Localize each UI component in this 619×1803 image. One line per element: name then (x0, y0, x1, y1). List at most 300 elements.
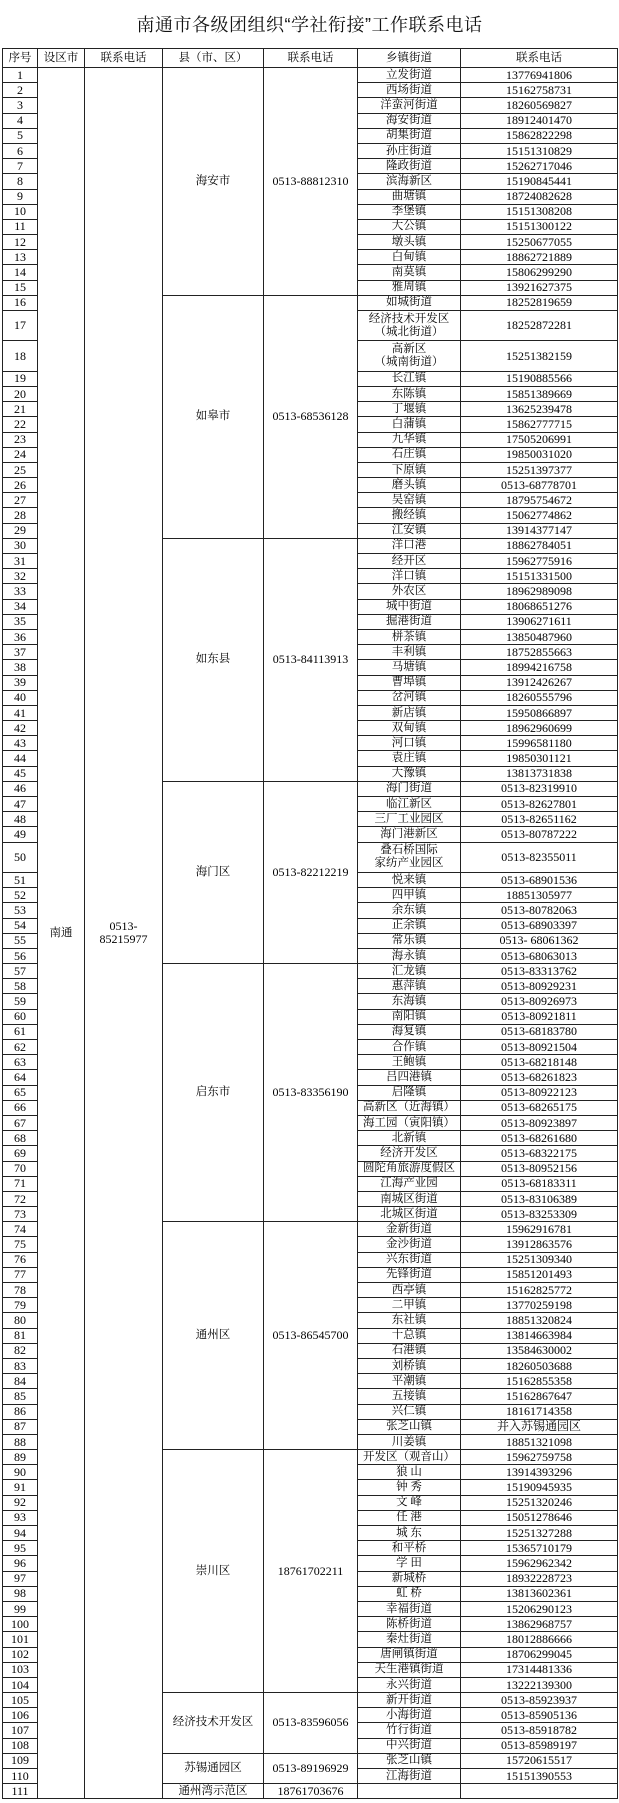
township-name-cell: 三厂工业园区 (358, 812, 461, 827)
township-name-cell: 任 港 (358, 1511, 461, 1526)
township-phone-cell: 0513-80922123 (461, 1086, 618, 1101)
township-phone-cell: 0513-68063013 (461, 949, 618, 964)
row-number-cell: 57 (3, 964, 38, 979)
row-number-cell: 108 (3, 1739, 38, 1754)
row-number-cell: 14 (3, 265, 38, 280)
township-name-cell: 大豫镇 (358, 767, 461, 782)
row-number-cell: 82 (3, 1344, 38, 1359)
row-number-cell: 33 (3, 584, 38, 599)
township-phone-cell: 0513-85923937 (461, 1693, 618, 1708)
township-phone-cell: 0513- 68061362 (461, 934, 618, 949)
row-number-cell: 8 (3, 174, 38, 189)
township-phone-cell: 18862784051 (461, 539, 618, 554)
row-number-cell: 64 (3, 1070, 38, 1085)
township-phone-cell: 18851321098 (461, 1435, 618, 1450)
row-number-cell: 40 (3, 691, 38, 706)
row-number-cell: 27 (3, 493, 38, 508)
township-name-cell: 海永镇 (358, 949, 461, 964)
township-phone-cell: 19850031020 (461, 448, 618, 463)
township-name-cell: 叠石桥国际 家纺产业园区 (358, 843, 461, 873)
row-number-cell: 61 (3, 1025, 38, 1040)
row-number-cell: 98 (3, 1587, 38, 1602)
row-number-cell: 68 (3, 1131, 38, 1146)
township-name-cell: 兴东街道 (358, 1253, 461, 1268)
township-name-cell: 南阳镇 (358, 1010, 461, 1025)
township-phone-cell: 13222139300 (461, 1678, 618, 1693)
township-phone-cell: 15190945935 (461, 1480, 618, 1495)
township-name-cell: 钟 秀 (358, 1480, 461, 1495)
township-phone-cell: 0513-80921504 (461, 1040, 618, 1055)
row-number-cell: 65 (3, 1086, 38, 1101)
row-number-cell: 91 (3, 1480, 38, 1495)
row-number-cell: 62 (3, 1040, 38, 1055)
row-number-cell: 21 (3, 402, 38, 417)
township-phone-cell: 15862777715 (461, 417, 618, 432)
row-number-cell: 109 (3, 1754, 38, 1769)
county-name-cell: 如东县 (163, 539, 264, 782)
township-phone-cell: 0513-68261680 (461, 1131, 618, 1146)
page-title: 南通市各级团组织“学社衔接”工作联系电话 (136, 15, 483, 35)
township-name-cell: 洋蛮河街道 (358, 98, 461, 113)
row-number-cell: 101 (3, 1632, 38, 1647)
township-phone-cell: 15962759758 (461, 1450, 618, 1465)
township-phone-cell: 13906271611 (461, 615, 618, 630)
row-number-cell: 24 (3, 448, 38, 463)
township-phone-cell: 15962775916 (461, 554, 618, 569)
township-name-cell: 孙庄街道 (358, 144, 461, 159)
row-number-cell: 84 (3, 1374, 38, 1389)
row-number-cell: 88 (3, 1435, 38, 1450)
township-name-cell: 天生港镇街道 (358, 1663, 461, 1678)
township-name-cell: 惠萍镇 (358, 979, 461, 994)
row-number-cell: 97 (3, 1572, 38, 1587)
township-phone-cell: 15206290123 (461, 1602, 618, 1617)
row-number-cell: 4 (3, 114, 38, 129)
township-phone-cell: 15051278646 (461, 1511, 618, 1526)
township-name-cell: 临江新区 (358, 797, 461, 812)
row-number-cell: 17 (3, 311, 38, 341)
township-phone-cell: 15950866897 (461, 706, 618, 721)
row-number-cell: 38 (3, 660, 38, 675)
township-phone-cell: 18994216758 (461, 660, 618, 675)
township-name-cell: 学 田 (358, 1556, 461, 1571)
township-name-cell: 长江镇 (358, 372, 461, 387)
township-phone-cell: 15365710179 (461, 1541, 618, 1556)
township-phone-cell: 0513-80929231 (461, 979, 618, 994)
township-phone-cell: 0513-80923897 (461, 1116, 618, 1131)
row-number-cell: 69 (3, 1146, 38, 1161)
township-name-cell: 河口镇 (358, 736, 461, 751)
township-name-cell: 先锋街道 (358, 1268, 461, 1283)
township-phone-cell: 15151310829 (461, 144, 618, 159)
township-name-cell: 秦灶街道 (358, 1632, 461, 1647)
row-number-cell: 96 (3, 1556, 38, 1571)
row-number-cell: 32 (3, 569, 38, 584)
row-number-cell: 18 (3, 341, 38, 371)
row-number-cell: 2 (3, 83, 38, 98)
township-name-cell: 李堡镇 (358, 205, 461, 220)
row-number-cell: 16 (3, 296, 38, 311)
township-phone-cell: 13770259198 (461, 1298, 618, 1313)
township-phone-cell: 15262717046 (461, 159, 618, 174)
township-name-cell: 五接镇 (358, 1389, 461, 1404)
row-number-cell: 103 (3, 1663, 38, 1678)
township-name-cell: 海工园（寅阳镇） (358, 1116, 461, 1131)
township-name-cell: 胡集街道 (358, 129, 461, 144)
township-name-cell: 王鲍镇 (358, 1055, 461, 1070)
county-name-cell: 苏锡通园区 (163, 1754, 264, 1784)
county-phone-cell: 18761703676 (264, 1784, 358, 1799)
township-name-cell: 启隆镇 (358, 1086, 461, 1101)
township-name-cell: 北城区街道 (358, 1207, 461, 1222)
township-name-cell: 北新镇 (358, 1131, 461, 1146)
row-number-cell: 111 (3, 1784, 38, 1799)
row-number-cell: 20 (3, 387, 38, 402)
township-phone-cell: 18260503688 (461, 1359, 618, 1374)
township-phone-cell: 15251309340 (461, 1253, 618, 1268)
township-phone-cell: 15151300122 (461, 220, 618, 235)
row-number-cell: 47 (3, 797, 38, 812)
township-name-cell: 圆陀角旅游度假区 (358, 1162, 461, 1177)
township-phone-cell: 0513-82627801 (461, 797, 618, 812)
row-number-cell: 23 (3, 433, 38, 448)
township-phone-cell: 18851320824 (461, 1313, 618, 1328)
row-number-cell: 55 (3, 934, 38, 949)
township-phone-cell: 13625239478 (461, 402, 618, 417)
row-number-cell: 80 (3, 1313, 38, 1328)
township-name-cell: 九华镇 (358, 433, 461, 448)
row-number-cell: 102 (3, 1648, 38, 1663)
township-name-cell (358, 1784, 461, 1799)
township-name-cell: 石港镇 (358, 1344, 461, 1359)
township-phone-cell: 15851389669 (461, 387, 618, 402)
township-name-cell: 东陈镇 (358, 387, 461, 402)
township-name-cell: 高新区 （城南街道） (358, 341, 461, 371)
row-number-cell: 11 (3, 220, 38, 235)
township-name-cell: 经开区 (358, 554, 461, 569)
header-cell: 联系电话 (264, 49, 358, 68)
county-phone-cell: 0513-84113913 (264, 539, 358, 782)
township-name-cell: 海复镇 (358, 1025, 461, 1040)
header-cell: 乡镇街道 (358, 49, 461, 68)
township-phone-cell: 13921627375 (461, 281, 618, 296)
township-phone-cell: 0513-68903397 (461, 919, 618, 934)
township-name-cell: 石庄镇 (358, 448, 461, 463)
township-name-cell: 兴仁镇 (358, 1405, 461, 1420)
township-phone-cell: 0513-68218148 (461, 1055, 618, 1070)
township-phone-cell: 0513-83313762 (461, 964, 618, 979)
township-phone-cell: 17505206991 (461, 433, 618, 448)
row-number-cell: 107 (3, 1723, 38, 1738)
township-phone-cell: 0513-85989197 (461, 1739, 618, 1754)
township-name-cell: 海门港新区 (358, 827, 461, 842)
township-phone-cell: 18862721889 (461, 250, 618, 265)
row-number-cell: 6 (3, 144, 38, 159)
township-name-cell: 平潮镇 (358, 1374, 461, 1389)
header-cell: 县（市、区） (163, 49, 264, 68)
township-name-cell: 合作镇 (358, 1040, 461, 1055)
township-phone-cell: 15250677055 (461, 235, 618, 250)
row-number-cell: 50 (3, 843, 38, 873)
township-name-cell: 海安街道 (358, 114, 461, 129)
township-name-cell: 城中街道 (358, 600, 461, 615)
township-name-cell: 大公镇 (358, 220, 461, 235)
row-number-cell: 35 (3, 615, 38, 630)
township-name-cell: 栟茶镇 (358, 630, 461, 645)
township-phone-cell: 18161714358 (461, 1405, 618, 1420)
township-name-cell: 汇龙镇 (358, 964, 461, 979)
row-number-cell: 41 (3, 706, 38, 721)
row-number-cell: 104 (3, 1678, 38, 1693)
row-number-cell: 5 (3, 129, 38, 144)
township-name-cell: 磨头镇 (358, 478, 461, 493)
township-phone-cell: 15806299290 (461, 265, 618, 280)
city-phone-cell: 0513- 85215977 (85, 68, 163, 1799)
county-name-cell: 启东市 (163, 964, 264, 1222)
row-number-cell: 71 (3, 1177, 38, 1192)
township-name-cell: 立发街道 (358, 68, 461, 83)
row-number-cell: 26 (3, 478, 38, 493)
township-phone-cell: 0513-68261823 (461, 1070, 618, 1085)
township-name-cell: 白蒲镇 (358, 417, 461, 432)
township-phone-cell: 0513-83106389 (461, 1192, 618, 1207)
row-number-cell: 25 (3, 463, 38, 478)
county-phone-cell: 0513-86545700 (264, 1222, 358, 1450)
township-phone-cell: 0513-85918782 (461, 1723, 618, 1738)
township-name-cell: 曹埠镇 (358, 676, 461, 691)
township-phone-cell: 13813731838 (461, 767, 618, 782)
header-cell: 设区市 (38, 49, 85, 68)
county-name-cell: 如皋市 (163, 296, 264, 539)
township-phone-cell: 13813602361 (461, 1587, 618, 1602)
header-cell: 联系电话 (461, 49, 618, 68)
township-phone-cell: 13814663984 (461, 1329, 618, 1344)
row-number-cell: 7 (3, 159, 38, 174)
row-number-cell: 22 (3, 417, 38, 432)
township-phone-cell (461, 1784, 618, 1799)
row-number-cell: 52 (3, 888, 38, 903)
township-name-cell: 新开街道 (358, 1693, 461, 1708)
row-number-cell: 19 (3, 372, 38, 387)
township-phone-cell: 13584630002 (461, 1344, 618, 1359)
township-phone-cell: 18724082628 (461, 190, 618, 205)
row-number-cell: 90 (3, 1465, 38, 1480)
row-number-cell: 72 (3, 1192, 38, 1207)
row-number-cell: 60 (3, 1010, 38, 1025)
township-phone-cell: 18962960699 (461, 721, 618, 736)
township-phone-cell: 15162855358 (461, 1374, 618, 1389)
township-name-cell: 马塘镇 (358, 660, 461, 675)
row-number-cell: 29 (3, 524, 38, 539)
row-number-cell: 89 (3, 1450, 38, 1465)
township-name-cell: 经济开发区 (358, 1146, 461, 1161)
township-phone-cell: 0513-68265175 (461, 1101, 618, 1116)
township-phone-cell: 18752855663 (461, 645, 618, 660)
row-number-cell: 105 (3, 1693, 38, 1708)
township-phone-cell: 0513-85905136 (461, 1708, 618, 1723)
row-number-cell: 42 (3, 721, 38, 736)
township-name-cell: 刘桥镇 (358, 1359, 461, 1374)
township-name-cell: 竹行街道 (358, 1723, 461, 1738)
county-name-cell: 通州湾示范区 (163, 1784, 264, 1799)
township-name-cell: 狼 山 (358, 1465, 461, 1480)
township-name-cell: 城 东 (358, 1526, 461, 1541)
township-phone-cell: 19850301121 (461, 751, 618, 766)
row-number-cell: 92 (3, 1496, 38, 1511)
county-name-cell: 经济技术开发区 (163, 1693, 264, 1754)
township-name-cell: 墩头镇 (358, 235, 461, 250)
township-name-cell: 文 峰 (358, 1496, 461, 1511)
row-number-cell: 39 (3, 676, 38, 691)
township-phone-cell: 15962916781 (461, 1222, 618, 1237)
header-cell: 序号 (3, 49, 38, 68)
row-number-cell: 70 (3, 1162, 38, 1177)
township-phone-cell: 15151331500 (461, 569, 618, 584)
township-phone-cell: 18252872281 (461, 311, 618, 341)
township-phone-cell: 15851201493 (461, 1268, 618, 1283)
township-name-cell: 曲塘镇 (358, 190, 461, 205)
row-number-cell: 43 (3, 736, 38, 751)
row-number-cell: 63 (3, 1055, 38, 1070)
township-phone-cell: 15720615517 (461, 1754, 618, 1769)
township-name-cell: 海门街道 (358, 782, 461, 797)
row-number-cell: 34 (3, 600, 38, 615)
township-phone-cell: 13912863576 (461, 1237, 618, 1252)
row-number-cell: 46 (3, 782, 38, 797)
row-number-cell: 93 (3, 1511, 38, 1526)
row-number-cell: 48 (3, 812, 38, 827)
township-name-cell: 陈桥街道 (358, 1617, 461, 1632)
township-phone-cell: 15862822298 (461, 129, 618, 144)
township-phone-cell: 15162825772 (461, 1283, 618, 1298)
township-name-cell: 隆政街道 (358, 159, 461, 174)
township-phone-cell: 18012886666 (461, 1632, 618, 1647)
row-number-cell: 15 (3, 281, 38, 296)
township-name-cell: 新店镇 (358, 706, 461, 721)
township-name-cell: 袁庄镇 (358, 751, 461, 766)
row-number-cell: 78 (3, 1283, 38, 1298)
township-name-cell: 四甲镇 (358, 888, 461, 903)
township-phone-cell: 15996581180 (461, 736, 618, 751)
township-name-cell: 江海产业园 (358, 1177, 461, 1192)
township-name-cell: 洋口镇 (358, 569, 461, 584)
row-number-cell: 45 (3, 767, 38, 782)
row-number-cell: 56 (3, 949, 38, 964)
county-phone-cell: 0513-83356190 (264, 964, 358, 1222)
township-phone-cell: 13776941806 (461, 68, 618, 83)
township-phone-cell: 15162758731 (461, 83, 618, 98)
row-number-cell: 73 (3, 1207, 38, 1222)
township-name-cell: 中兴街道 (358, 1739, 461, 1754)
township-phone-cell: 0513-80921811 (461, 1010, 618, 1025)
row-number-cell: 99 (3, 1602, 38, 1617)
township-phone-cell: 13912426267 (461, 676, 618, 691)
township-phone-cell: 0513-80952156 (461, 1162, 618, 1177)
county-phone-cell: 0513-88812310 (264, 68, 358, 296)
township-name-cell: 丰利镇 (358, 645, 461, 660)
township-phone-cell: 18851305977 (461, 888, 618, 903)
township-name-cell: 虹 桥 (358, 1587, 461, 1602)
row-number-cell: 1 (3, 68, 38, 83)
township-name-cell: 南城区街道 (358, 1192, 461, 1207)
township-phone-cell: 0513-68183311 (461, 1177, 618, 1192)
township-name-cell: 二甲镇 (358, 1298, 461, 1313)
township-phone-cell: 0513-68183780 (461, 1025, 618, 1040)
township-phone-cell: 15251327288 (461, 1526, 618, 1541)
township-name-cell: 江海街道 (358, 1769, 461, 1784)
township-phone-cell: 18912401470 (461, 114, 618, 129)
row-number-cell: 12 (3, 235, 38, 250)
township-name-cell: 正余镇 (358, 919, 461, 934)
township-name-cell: 余东镇 (358, 903, 461, 918)
township-name-cell: 东海镇 (358, 994, 461, 1009)
township-name-cell: 西场街道 (358, 83, 461, 98)
row-number-cell: 10 (3, 205, 38, 220)
township-name-cell: 开发区（观音山） (358, 1450, 461, 1465)
county-name-cell: 海门区 (163, 782, 264, 964)
row-number-cell: 53 (3, 903, 38, 918)
township-phone-cell: 18932228723 (461, 1572, 618, 1587)
row-number-cell: 28 (3, 508, 38, 523)
row-number-cell: 94 (3, 1526, 38, 1541)
township-phone-cell: 15190885566 (461, 372, 618, 387)
township-phone-cell: 0513-80926973 (461, 994, 618, 1009)
township-phone-cell: 15151390553 (461, 1769, 618, 1784)
city-name-cell: 南通 (38, 68, 85, 1799)
township-phone-cell: 并入苏锡通园区 (461, 1420, 618, 1435)
township-name-cell: 金新街道 (358, 1222, 461, 1237)
township-phone-cell: 15251382159 (461, 341, 618, 371)
row-number-cell: 76 (3, 1253, 38, 1268)
township-phone-cell: 15251397377 (461, 463, 618, 478)
township-phone-cell: 0513-83253309 (461, 1207, 618, 1222)
township-name-cell: 东社镇 (358, 1313, 461, 1328)
row-number-cell: 31 (3, 554, 38, 569)
township-name-cell: 幸福街道 (358, 1602, 461, 1617)
township-phone-cell: 0513-82355011 (461, 843, 618, 873)
township-phone-cell: 18260569827 (461, 98, 618, 113)
township-name-cell: 如城街道 (358, 296, 461, 311)
township-name-cell: 和平桥 (358, 1541, 461, 1556)
township-phone-cell: 15162867647 (461, 1389, 618, 1404)
row-number-cell: 87 (3, 1420, 38, 1435)
county-phone-cell: 0513-82212219 (264, 782, 358, 964)
row-number-cell: 79 (3, 1298, 38, 1313)
township-name-cell: 小海街道 (358, 1708, 461, 1723)
township-phone-cell: 15062774862 (461, 508, 618, 523)
township-name-cell: 张芝山镇 (358, 1754, 461, 1769)
township-name-cell: 外农区 (358, 584, 461, 599)
row-number-cell: 49 (3, 827, 38, 842)
row-number-cell: 54 (3, 919, 38, 934)
township-phone-cell: 17314481336 (461, 1663, 618, 1678)
row-number-cell: 30 (3, 539, 38, 554)
township-name-cell: 张芝山镇 (358, 1420, 461, 1435)
township-phone-cell: 18962989098 (461, 584, 618, 599)
row-number-cell: 75 (3, 1237, 38, 1252)
township-name-cell: 川姜镇 (358, 1435, 461, 1450)
township-name-cell: 南莫镇 (358, 265, 461, 280)
township-name-cell: 十总镇 (358, 1329, 461, 1344)
township-name-cell: 下原镇 (358, 463, 461, 478)
township-phone-cell: 15151308208 (461, 205, 618, 220)
township-name-cell: 唐闸镇街道 (358, 1648, 461, 1663)
row-number-cell: 83 (3, 1359, 38, 1374)
township-phone-cell: 0513-68778701 (461, 478, 618, 493)
township-phone-cell: 0513-68901536 (461, 873, 618, 888)
township-phone-cell: 15251320246 (461, 1496, 618, 1511)
township-phone-cell: 18706299045 (461, 1648, 618, 1663)
